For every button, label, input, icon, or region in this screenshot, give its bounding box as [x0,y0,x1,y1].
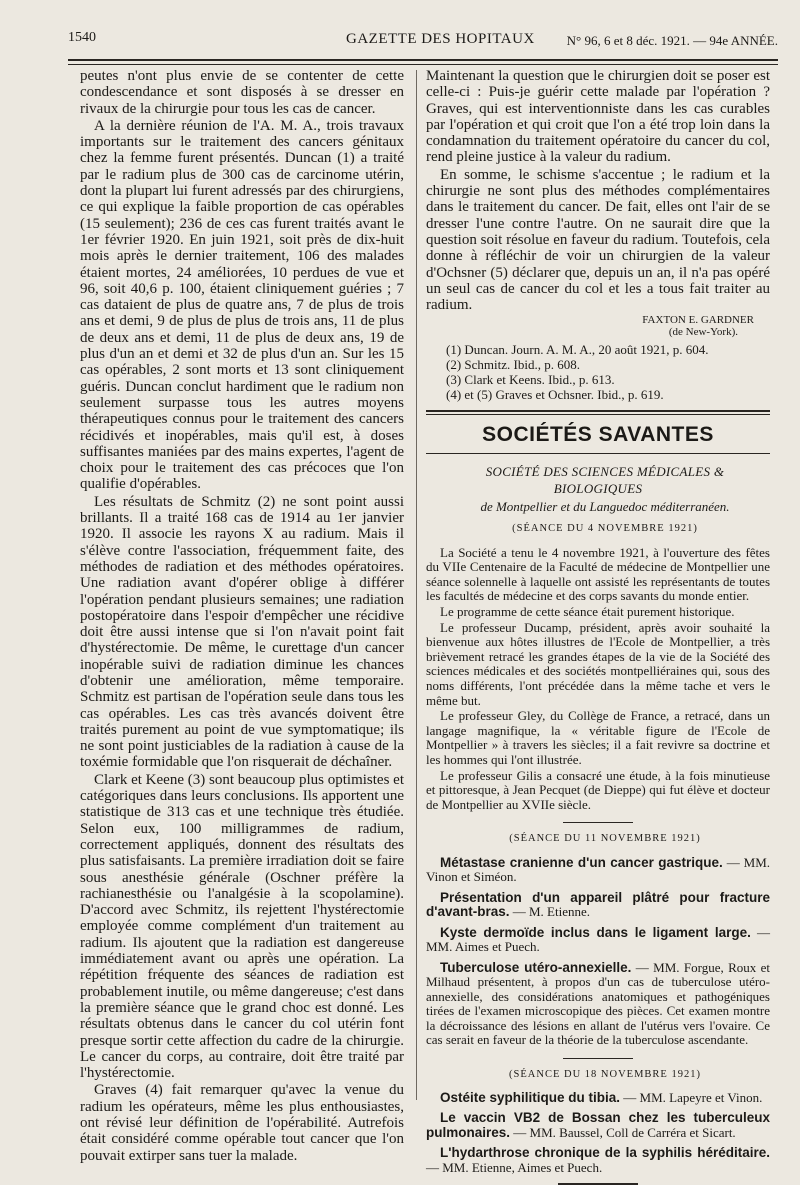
author-signature [426,314,770,338]
communication [426,1111,770,1140]
communication-title: Présentation d'un appareil plâtré pour fracture d'avant-bras. [426,889,770,920]
section-rule-thin [426,414,770,415]
communication-authors: — MM. Etienne, Aimes et Puech. [426,1159,603,1175]
society-subtitle: de Montpellier et du Languedoc méditerranéen. [480,499,730,515]
seance-body [426,546,770,813]
section-title-rule [426,453,770,454]
communication-title: Tuberculose utéro-annexielle. [440,959,632,975]
header-rule [68,59,778,61]
communication-authors: — MM. Aimes et Puech. [426,924,771,955]
journal-title: GAZETTE DES HOPITAUX [346,31,535,47]
paragraph: Le professeur Gley, du Collège de France, a retracé, dans un langage magnifique, la « véritable figure de l'Ecole de Montpellier » à travers les siècles; il a fait revivre sa doctrine et les hommes qui l'ont illustrée. [426,708,770,767]
reference-item: (2) Schmitz. Ibid., p. 608. [446,357,580,373]
communication-authors: — M. Etienne. [509,904,591,920]
author-city: (de New-York). [668,326,738,339]
seance-heading: (SÉANCE DU 18 NOVEMBRE 1921) [509,1068,701,1080]
society-name: SOCIÉTÉ DES SCIENCES MÉDICALES & BIOLOGIQUES [485,464,725,496]
paragraph: Maintenant la question que le chirurgien doit se poser est celle-ci : Puis-je guérir cette malade par l'opération ? Graves, qui est interventionniste dans les cas curables par l'opération et qui croit que l'on a été trop loin dans la condamnation du traitement opératoire du cancer du col, rend pleine justice à la valeur du radium. [426,68,770,166]
paragraph: Clark et Keene (3) sont beaucoup plus optimistes et catégoriques dans leurs conclusions. Ils apportent une statistique de 313 cas et une technique très étudiée. Selon eux, 100 milligrammes de radium, correctement appliqués, donnent des résultats des plus satisfaisants. La première irradiation doit se faire sous anesthésie générale (Oschner préfère la rachianesthésie ou l'analgésie à la scopolamine). D'accord avec Schmitz, ils rejettent l'hystérectomie employée comme complément d'un traitement au radium. Ils ajoutent que la radiation est dangereuse immédiatement avant ou après une opération. La répétition fréquente des séances de radiation est probablement inutile, ou même dangereuse; c'est dans la première séance que le grand choc est donné. Les résultats obtenus dans le cancer du col utérin font presque sortir cette affection du cadre de la chirurgie. Le cancer du corps, au contraire, doit être traité par l'hystérectomie. [80,771,404,1082]
communication [426,1091,770,1106]
issue-info: N° 96, 6 et 8 déc. 1921. — 94e ANNÉE. [566,33,778,48]
reference-item: (3) Clark et Keens. Ibid., p. 613. [446,372,615,388]
page-number: 1540 [68,30,96,45]
paragraph: En somme, le schisme s'accentue ; le radium et la chirurgie ne sont plus des méthodes complémentaires dans le traitement du cancer. De fait, elles ont l'air de se dresser l'une contre l'autre. On ne saurait dire que la question soit résolue en faveur du radium. Toutefois, cela donne à réfléchir de voir un chirurgien de la valeur d'Ochsner (5) déclarer que, depuis un an, il n'a pas opéré un seul cas de cancer du col et les a tous fait traiter au radium. [426,166,770,314]
section-title: SOCIÉTÉS SAVANTES [482,423,714,447]
communication-title: Métastase cranienne d'un cancer gastrique. [440,854,723,870]
separator [563,1058,633,1059]
communication [426,1146,770,1175]
paragraph: Le professeur Ducamp, président, après avoir souhaité la bienvenue aux hôtes illustres de l'Ecole de Montpellier, a très brièvement retracé les grandes étapes de la vie de la Société des sciences médicales et des sociétés montpelliéraines qui, sous des noms différents, l'ont précédée dans la même tache et vers le même but. [426,619,770,708]
left-column [80,68,404,1165]
communication-title: L'hydarthrose chronique de la syphilis héréditaire. [440,1145,770,1161]
communication-text: — MM. Forgue, Roux et Milhaud présentent, à propos d'un cas de tuberculose utéro-annexielle, des considérations anatomiques et pathogéniques tirées de l'examen microscopique des pièces. Cet examen montre la décroissance des lésions en allant de l'utérus vers l'ovaire. Ce cas serait en faveur de la théorie de la tuberculose ascendante. [426,959,770,1048]
header-rule-thin [68,64,778,65]
column-divider [416,70,417,1100]
author-name: FAXTON E. GARDNER [642,314,754,327]
references-list [446,342,770,402]
paragraph: La Société a tenu le 4 novembre 1921, à l'ouverture des fêtes du VIIe Centenaire de la Faculté de médecine de Montpellier une séance solennelle à laquelle ont assisté les représentants de toutes les facultés de médecine et des corps savants du monde entier. [426,544,770,604]
seance-heading: (SÉANCE DU 11 NOVEMBRE 1921) [509,833,701,845]
right-column [426,68,770,1185]
paragraph: Le programme de cette séance était purement historique. [440,604,735,620]
communication [426,926,770,955]
section-rule [426,410,770,412]
communication-title: Kyste dermoïde inclus dans le ligament large. [440,924,751,940]
paragraph: Le professeur Gilis a consacré une étude, à la fois minutieuse et pittoresque, à Jean Pecquet (de Dieppe) qui fut élève et docteur de Montpellier au XVIIe siècle. [426,767,770,812]
paragraph: peutes n'ont plus envie de se contenter de cette condescendance et sont disposés à se dresser en rivaux de la chirurgie pour tous les cas de cancer. [80,68,404,117]
seance-heading: (SÉANCE DU 4 NOVEMBRE 1921) [512,523,698,535]
communication-title: Ostéite syphilitique du tibia. [440,1089,621,1105]
communication-authors: — MM. Vinon et Siméon. [426,854,771,885]
separator [563,822,633,823]
paragraph: Graves (4) fait remarquer qu'avec la venue du radium les opérateurs, même les plus enthousiastes, ont révisé leur définition de l'opérabilité. Autrefois était considéré comme opérable tout cancer que l'on pouvait extirper sans tuer la malade. [80,1082,404,1164]
communication [426,856,770,885]
paragraph: A la dernière réunion de l'A. M. A., trois travaux importants sur le traitement des cancers génitaux chez la femme furent présentés. Duncan (1) a traité par le radium plus de 300 cas de carcinome utérin, dont la plupart lui furent adressés par des chirurgiens, ce qui explique la faible proportion de cas opérables (15 seulement); 236 de ces cas furent traités avant le 1er février 1920. En juin 1921, soit près de dix-huit mois après le dernier traitement, 106 des malades étaient mortes, 24 améliorées, 10 perdues de vue et 96, soit 40,6 p. 100, étaient cliniquement guéries ; 7 cas dataient de plus de quatre ans, 7 de plus de trois ans et demi, 9 de plus de plus de trois ans, 11 de plus de deux ans et demi, 11 de plus de deux ans, 19 de plus d'un an et demi et 32 de plus d'un an. Sur les 15 cas opérables, 2 sont morts et 13 sont cliniquement guéris. Duncan conclut hardiment que le radium non seulement surpasse tous les autres moyens thérapeutiques connus pour le traitement des cancers récidivés et inopérables, mais qu'il est, à doses suffisantes maniées par des mains expertes, l'agent de choix pour le traitement des cas précoces que l'on qualifie d'opérables. [80,117,404,493]
communication-authors: — MM. Lapeyre et Vinon. [620,1089,763,1105]
communication [426,891,770,920]
page-header [68,30,778,52]
communication [426,961,770,1048]
communication-authors: — MM. Baussel, Coll de Carréra et Sicart. [510,1124,736,1140]
reference-item: (1) Duncan. Journ. A. M. A., 20 août 1921, p. 604. [446,342,709,358]
paragraph: Les résultats de Schmitz (2) ne sont point aussi brillants. Il a traité 168 cas de 1914 au 1er janvier 1920. Il associe les rayons X au radium. Mais il s'élève contre l'association, fréquemment faite, des méthodes de radiation et des méthodes opératoires. Une radiation avant d'opérer oblige à différer l'opération pendant plusieurs semaines; une radiation postopératoire dans l'espoir d'empêcher une récidive doit être aussi intense que si l'on n'avait point fait d'hystérectomie. De même, le curettage d'un cancer inopérable suivi de radiation diminue les chances d'obtenir une amélioration, même temporaire. Schmitz est partisan de l'opération seule dans tous les cas opérables. Les cas très avancés doivent être traités purement au point de vue symptomatique; ils ne sont point justiciables de la radiation à cause de la toxémie formidable que l'on risquerait de déchaîner. [80,493,404,771]
communication-title: Le vaccin VB2 de Bossan chez les tuberculeux pulmonaires. [426,1110,770,1140]
reference-item: (4) et (5) Graves et Ochsner. Ibid., p. 619. [446,387,664,403]
